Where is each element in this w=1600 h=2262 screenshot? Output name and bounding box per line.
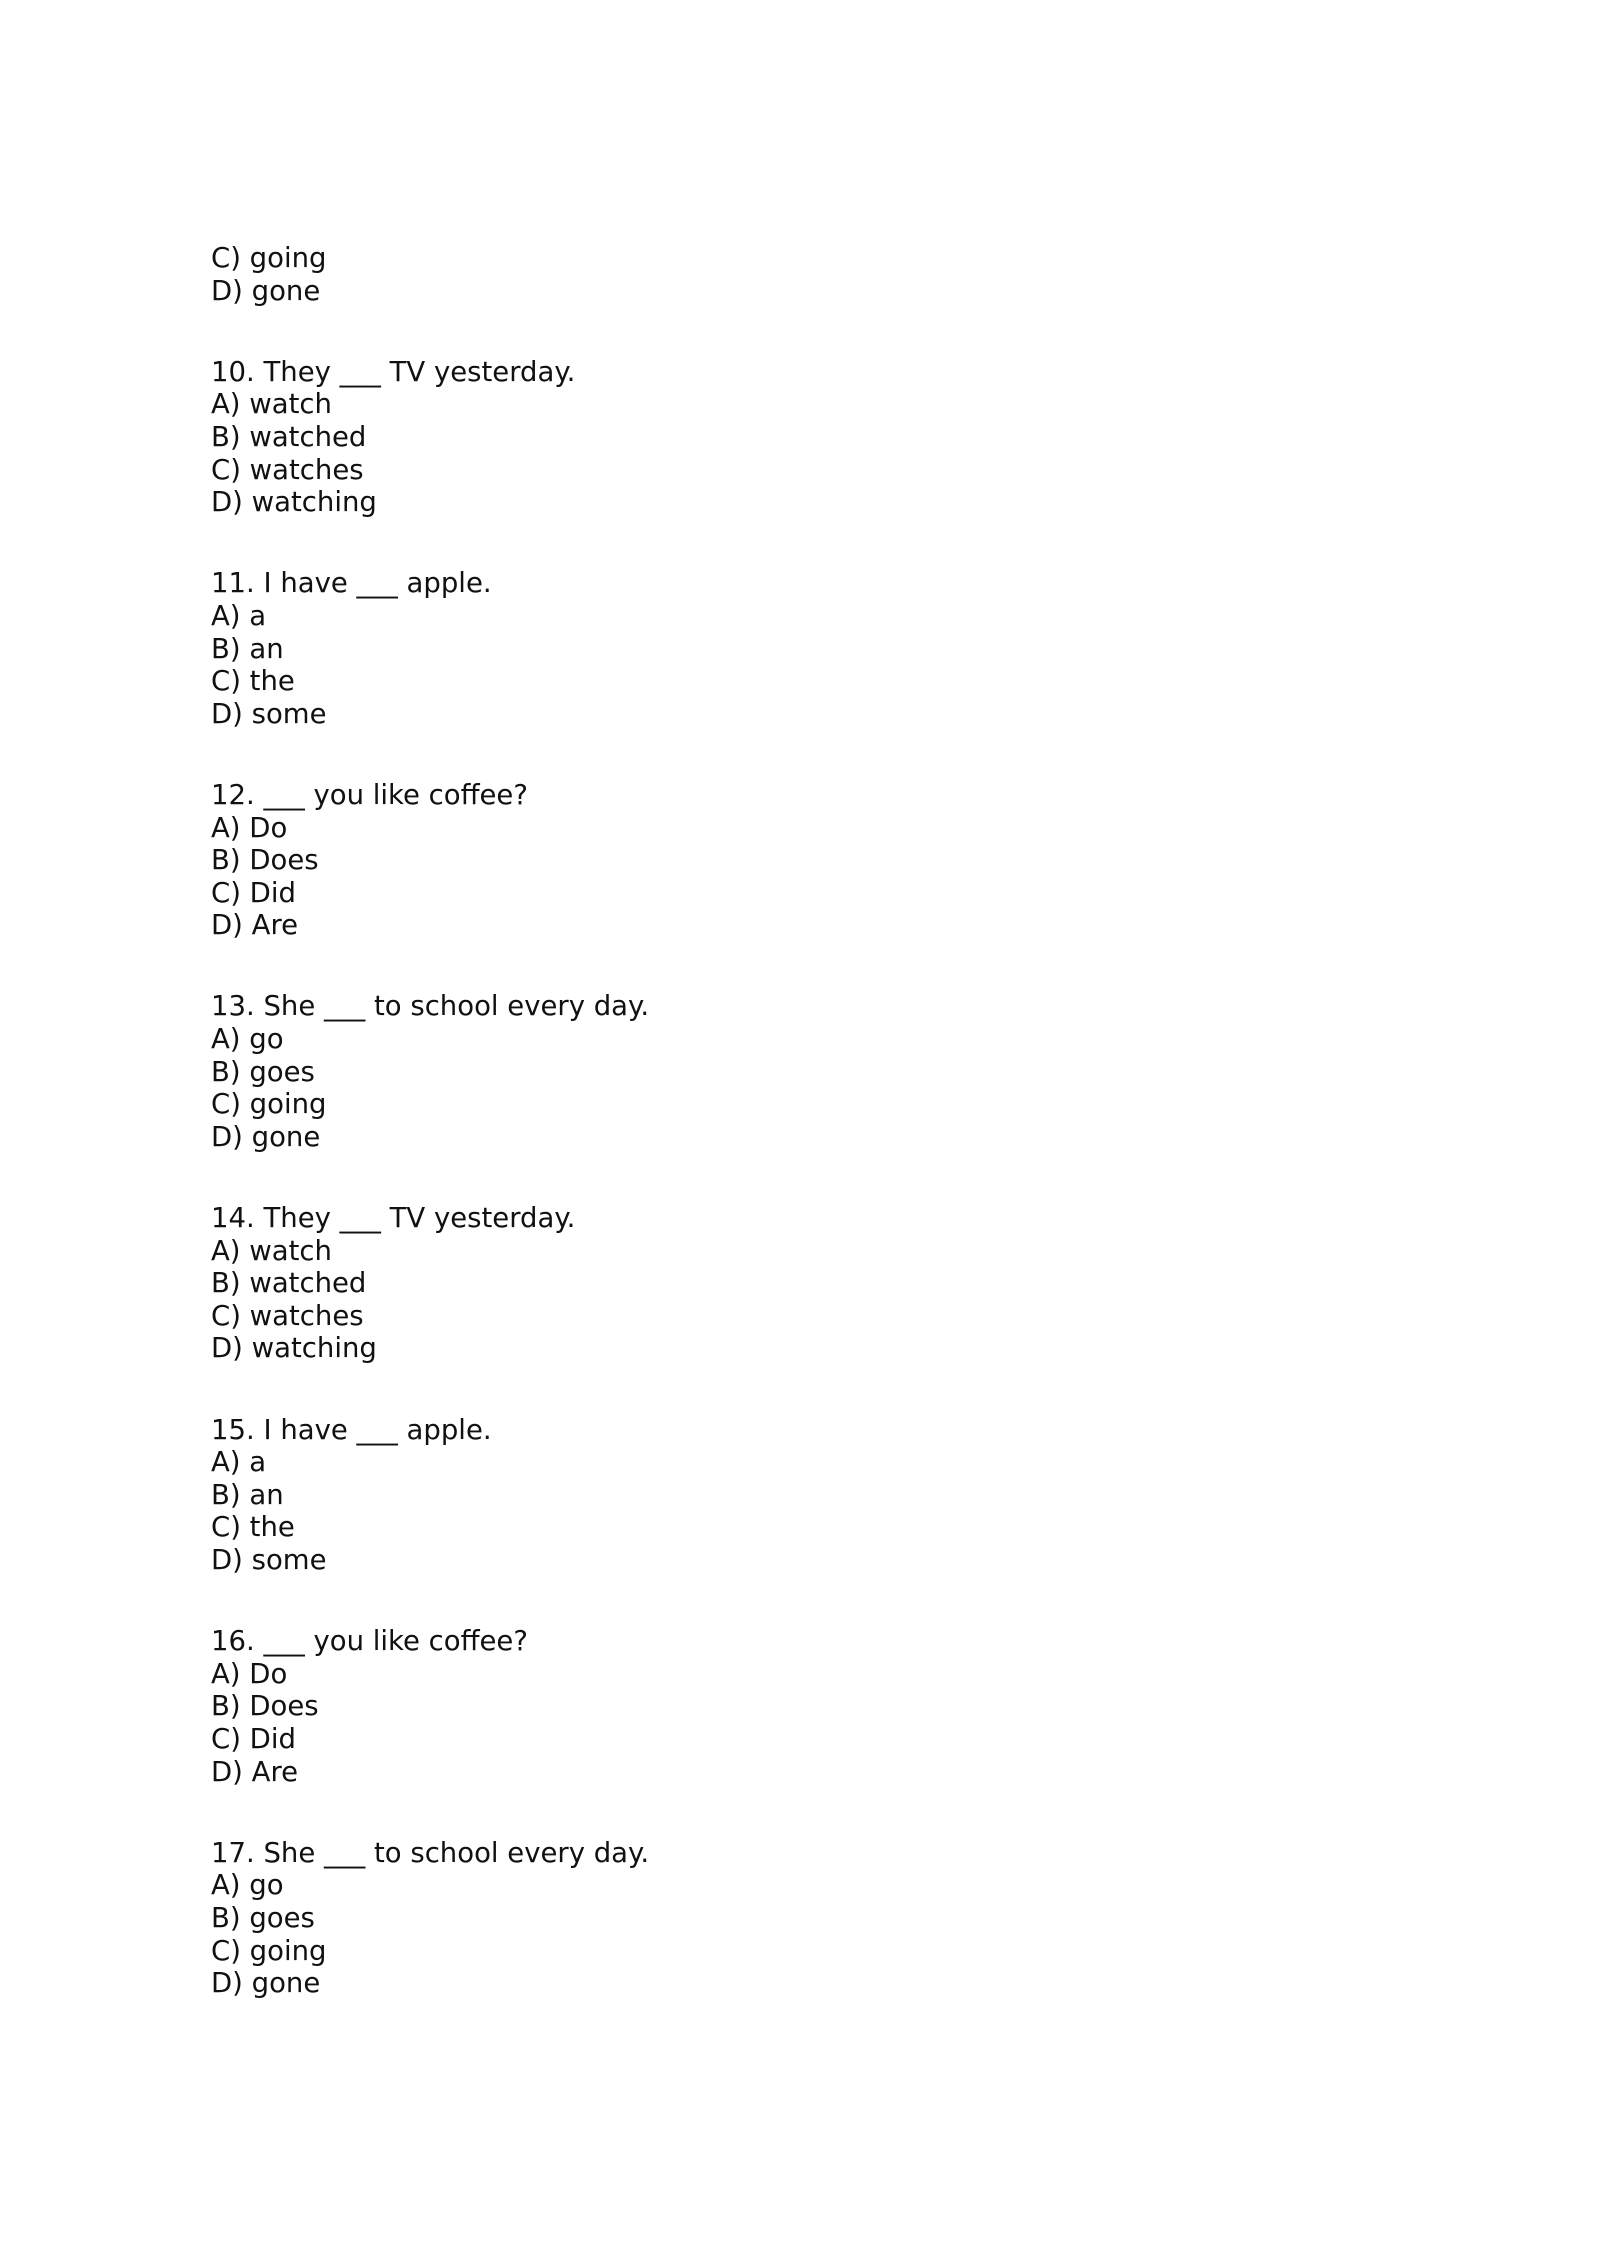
question-text: 14. They ___ TV yesterday. [211, 1202, 576, 1235]
option-line: A) Do [211, 811, 288, 844]
option-line: D) gone [211, 274, 321, 307]
option-line: A) go [211, 1023, 284, 1056]
option-line: B) an [211, 1478, 284, 1511]
question-text: 12. ___ you like coffee? [211, 778, 528, 811]
option-line: B) an [211, 632, 284, 665]
option-line: C) watches [211, 453, 364, 486]
option-line: D) gone [211, 1967, 321, 2000]
question-17 [211, 1837, 1411, 2000]
question-text: 16. ___ you like coffee? [211, 1625, 528, 1658]
option-line: D) some [211, 697, 327, 730]
question-12 [211, 779, 1411, 942]
option-line: A) watch [211, 388, 332, 421]
option-line: C) going [211, 1088, 327, 1121]
option-line: A) a [211, 599, 267, 632]
question-14 [211, 1202, 1411, 1365]
continuation-options [211, 242, 1411, 307]
option-line: D) some [211, 1543, 327, 1576]
option-line: A) a [211, 1446, 267, 1479]
question-13 [211, 990, 1411, 1153]
question-text: 17. She ___ to school every day. [211, 1836, 650, 1869]
option-line: B) Does [211, 1690, 319, 1723]
option-line: B) watched [211, 420, 367, 453]
question-10 [211, 356, 1411, 519]
option-line: C) going [211, 1934, 327, 1967]
question-16 [211, 1625, 1411, 1788]
question-text: 15. I have ___ apple. [211, 1413, 492, 1446]
option-line: A) Do [211, 1657, 288, 1690]
option-line: B) Does [211, 844, 319, 877]
option-line: C) the [211, 665, 295, 698]
option-line: C) the [211, 1511, 295, 1544]
option-line: D) gone [211, 1120, 321, 1153]
question-15 [211, 1414, 1411, 1577]
document-page [211, 242, 1411, 2000]
option-line: D) watching [211, 1332, 377, 1365]
question-text: 10. They ___ TV yesterday. [211, 355, 576, 388]
option-line: B) goes [211, 1055, 315, 1088]
option-line: A) watch [211, 1234, 332, 1267]
option-line: C) going [211, 242, 327, 274]
question-11 [211, 567, 1411, 730]
option-line: C) Did [211, 876, 296, 909]
option-line: C) watches [211, 1299, 364, 1332]
option-line: A) go [211, 1869, 284, 1902]
question-text: 13. She ___ to school every day. [211, 990, 650, 1023]
question-text: 11. I have ___ apple. [211, 567, 492, 600]
option-line: D) watching [211, 486, 377, 519]
option-line: B) goes [211, 1901, 315, 1934]
option-line: D) Are [211, 1755, 299, 1788]
option-line: D) Are [211, 909, 299, 942]
option-line: C) Did [211, 1722, 296, 1755]
option-line: B) watched [211, 1267, 367, 1300]
